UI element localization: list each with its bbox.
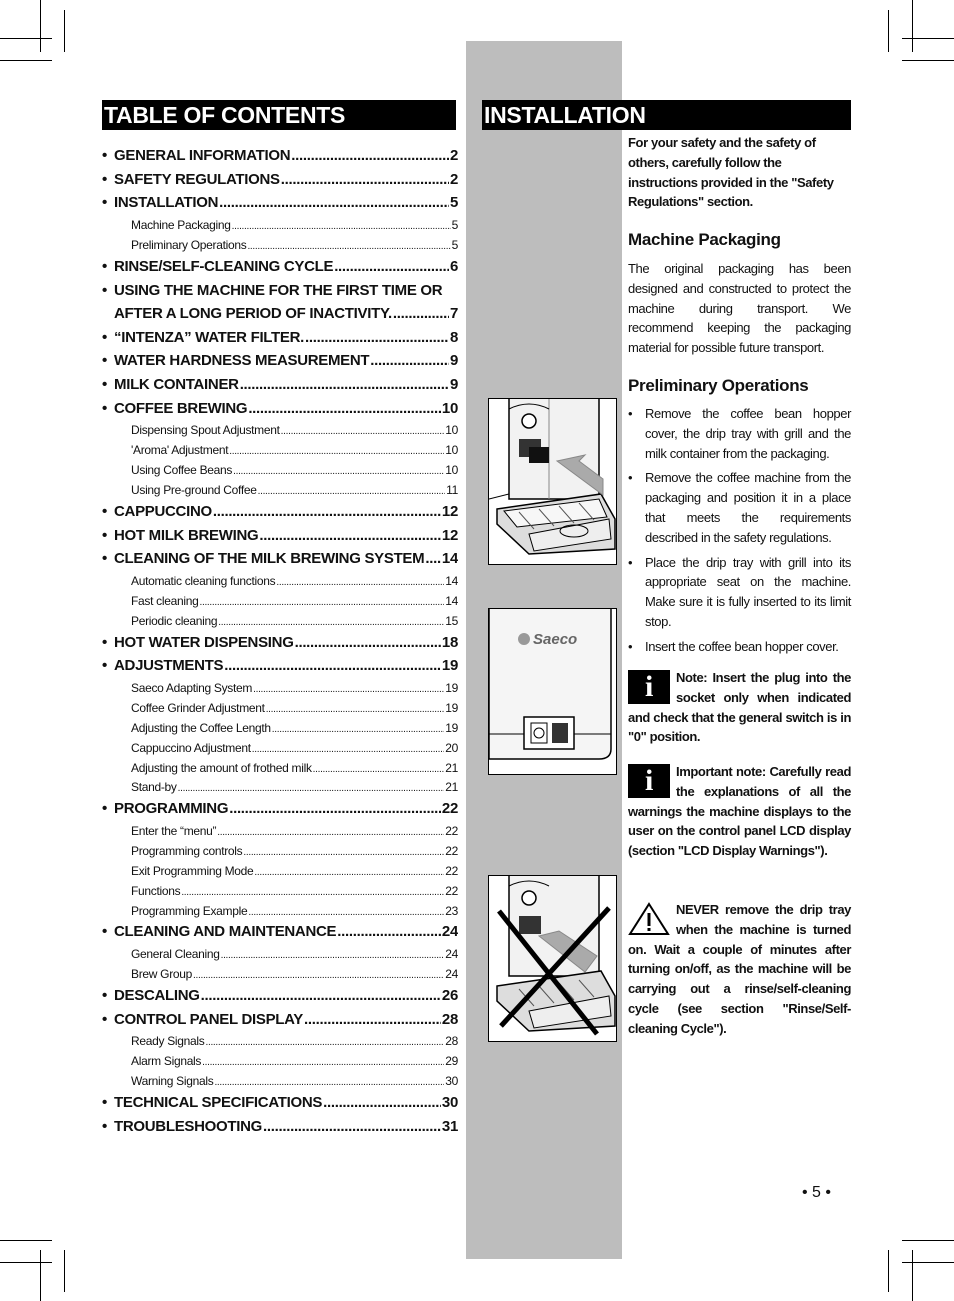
- bullet: •: [102, 1093, 107, 1111]
- toc-entry-page: 2: [449, 170, 458, 188]
- leader-dots: [193, 967, 444, 981]
- bullet: •: [102, 352, 107, 370]
- toc-subentry-label: Periodic cleaning: [131, 613, 218, 628]
- toc-entry: [102, 1118, 458, 1142]
- leader-dots: [219, 194, 449, 211]
- toc-subentry-label: Warning Signals: [131, 1074, 214, 1089]
- note-warnings: [628, 762, 851, 861]
- toc-subentry: [102, 701, 458, 721]
- toc-subentry: [102, 824, 458, 844]
- toc-subentry-page: 14: [445, 593, 458, 608]
- bullet: •: [102, 328, 107, 346]
- leader-dots: [218, 614, 444, 628]
- toc-entry-label: TECHNICAL SPECIFICATIONS: [114, 1093, 323, 1111]
- toc-subentry-label: Automatic cleaning functions: [131, 573, 276, 588]
- toc-entry-label: PROGRAMMING: [114, 800, 229, 818]
- toc-subentry-label: Adjusting the Coffee Length: [131, 720, 271, 735]
- machine-side-power-switch-illustration: [488, 608, 617, 775]
- crop-mark: [888, 10, 889, 52]
- leader-dots: [214, 1074, 444, 1088]
- toc-entry-label: HOT MILK BREWING: [114, 526, 259, 544]
- toc-subentry-label: Alarm Signals: [131, 1054, 202, 1069]
- toc-subentry-page: 30: [445, 1074, 458, 1089]
- toc-subentry: [102, 614, 458, 634]
- toc-entry: [102, 527, 458, 551]
- toc-subentry-page: 28: [445, 1034, 458, 1049]
- toc-entry-page: 2: [449, 147, 458, 164]
- leader-dots: [323, 1094, 441, 1111]
- bullet: •: [102, 923, 107, 941]
- toc-subentry-label: Using Coffee Beans: [131, 463, 233, 478]
- crop-mark: [64, 1250, 65, 1292]
- toc-subentry-page: 24: [445, 967, 458, 982]
- bullet: •: [102, 399, 107, 417]
- leader-dots: [295, 634, 441, 651]
- info-icon: i: [628, 764, 670, 798]
- leader-dots: [201, 987, 441, 1004]
- toc-entry-label: CAPPUCCINO: [114, 502, 212, 520]
- toc-entry: [102, 634, 458, 658]
- toc-entry: [102, 800, 458, 824]
- leader-dots: [233, 463, 444, 477]
- crop-mark: [902, 60, 954, 61]
- toc-subentry-label: Cappuccino Adjustment: [131, 740, 251, 755]
- leader-dots: [304, 1011, 441, 1028]
- toc-entry-label: ADJUSTMENTS: [114, 657, 224, 675]
- toc-subentry: [102, 574, 458, 594]
- toc-subentry: [102, 463, 458, 483]
- toc-subentry-label: Dispensing Spout Adjustment: [131, 423, 280, 438]
- leader-dots: [337, 923, 441, 940]
- leader-dots: [213, 503, 441, 520]
- leader-dots: [291, 147, 449, 164]
- preliminary-operations-heading: Preliminary Operations: [628, 376, 809, 395]
- toc-subentry: [102, 864, 458, 884]
- crop-mark: [0, 1240, 52, 1241]
- bullet: •: [102, 147, 107, 164]
- toc-subentry: [102, 761, 458, 781]
- preliminary-operations-list: [628, 404, 851, 657]
- toc-subentry-page: 20: [445, 740, 458, 755]
- toc-subentry-label: Brew Group: [131, 967, 193, 982]
- toc-entry-label: DESCALING: [114, 986, 200, 1004]
- toc-entry-page: 7: [449, 305, 458, 323]
- list-item: • Place the drip tray with grill into its appropriate seat on the machine. Make sure it is fully inserted to its limit stop.: [628, 553, 851, 632]
- note-warnings-text: Important note: Carefully read the explanations of all the warnings the machine displays to the user on the control panel LCD display (section "LCD Display Warnings").: [628, 764, 851, 859]
- toc-subentry: [102, 967, 458, 987]
- toc-subentry-page: 22: [445, 883, 458, 898]
- toc-subentry-label: Programming Example: [131, 903, 248, 918]
- toc-subentry-page: 10: [445, 463, 458, 478]
- installation-intro: For your safety and the safety of others, carefully follow the instructions provided in the "Safety Regulations" section.: [628, 135, 834, 210]
- toc-subentry: [102, 741, 458, 761]
- toc-subentry-label: Exit Programming Mode: [131, 863, 254, 878]
- leader-dots: [425, 550, 441, 567]
- toc-entry-page: 6: [449, 257, 458, 275]
- toc-subentry-label: Fast cleaning: [131, 593, 199, 608]
- toc-subentry-page: 23: [445, 903, 458, 918]
- bullet: •: [102, 257, 107, 275]
- toc-entry: [102, 1011, 458, 1035]
- toc-subentry: [102, 238, 458, 258]
- crop-mark: [912, 0, 913, 52]
- toc-subentry-label: Programming controls: [131, 843, 243, 858]
- toc-entry-label: WATER HARDNESS MEASUREMENT: [114, 352, 370, 370]
- toc-entry-page: 12: [441, 502, 458, 520]
- toc-entry-label: AFTER A LONG PERIOD OF INACTIVITY.: [114, 305, 392, 323]
- toc-entry-page: 9: [449, 375, 458, 393]
- toc-subentry: [102, 423, 458, 443]
- toc-heading: TABLE OF CONTENTS: [102, 100, 456, 130]
- toc-entry-label: MILK CONTAINER: [114, 375, 239, 393]
- crop-mark: [912, 1250, 913, 1301]
- toc-subentry-label: Preliminary Operations: [131, 237, 247, 252]
- toc-subentry-page: 14: [445, 573, 458, 588]
- toc-subentry-label: Ready Signals: [131, 1034, 205, 1049]
- toc-entry-label: USING THE MACHINE FOR THE FIRST TIME OR: [114, 281, 443, 299]
- toc-entry-label: “INTENZA” WATER FILTER.: [114, 328, 305, 346]
- leader-dots: [276, 574, 444, 588]
- leader-dots: [224, 657, 441, 674]
- toc-entry: [102, 352, 458, 376]
- toc-subentry-page: 29: [445, 1054, 458, 1069]
- toc-entry-page: 24: [441, 923, 458, 941]
- toc-subentry-label: Stand-by: [131, 780, 177, 795]
- toc-entry-label: INSTALLATION: [114, 194, 219, 212]
- leader-dots: [178, 780, 445, 794]
- do-not-remove-drip-tray-illustration: [488, 875, 617, 1042]
- leader-dots: [258, 483, 446, 497]
- insert-drip-tray-illustration: [488, 398, 617, 565]
- toc-entry-label: SAFETY REGULATIONS: [114, 170, 280, 188]
- toc-entry-page: 19: [441, 657, 458, 675]
- leader-dots: [229, 800, 441, 817]
- leader-dots: [263, 1118, 441, 1135]
- leader-dots: [313, 761, 445, 775]
- toc-subentry-page: 5: [451, 218, 458, 233]
- toc-entry-label: CLEANING OF THE MILK BREWING SYSTEM: [114, 550, 425, 568]
- leader-dots: [266, 701, 445, 715]
- leader-dots: [199, 594, 444, 608]
- leader-dots: [202, 1054, 444, 1068]
- bullet: •: [102, 1117, 107, 1135]
- toc-subentry-page: 24: [445, 947, 458, 962]
- list-item: • Remove the coffee machine from the packaging and position it in a place that meets the requirements described in the safety regulations.: [628, 468, 851, 547]
- leader-dots: [247, 238, 450, 252]
- bullet: •: [102, 550, 107, 568]
- crop-mark: [40, 1250, 41, 1301]
- toc-entry: [102, 1094, 458, 1118]
- leader-dots: [252, 741, 444, 755]
- toc-subentry-label: Functions: [131, 883, 181, 898]
- list-item: • Remove the coffee bean hopper cover, the drip tray with grill and the milk container from the packaging.: [628, 404, 851, 463]
- toc-subentry-label: Saeco Adapting System: [131, 680, 253, 695]
- toc-entry: [102, 503, 458, 527]
- toc-entry-label: GENERAL INFORMATION: [114, 147, 291, 164]
- toc-entry: [102, 329, 458, 353]
- toc-subentry: [102, 443, 458, 463]
- toc-subentry: [102, 884, 458, 904]
- toc-subentry-label: Machine Packaging: [131, 218, 231, 233]
- leader-dots: [240, 376, 449, 393]
- leader-dots: [281, 423, 445, 437]
- table-of-contents: [102, 147, 458, 1141]
- crop-mark: [40, 0, 41, 52]
- toc-entry-label: TROUBLESHOOTING: [114, 1117, 262, 1135]
- toc-subentry-label: Using Pre-ground Coffee: [131, 482, 257, 497]
- toc-entry-label: CONTROL PANEL DISPLAY: [114, 1010, 304, 1028]
- toc-subentry-page: 22: [445, 863, 458, 878]
- toc-subentry: [102, 904, 458, 924]
- warning-triangle-icon: [628, 902, 670, 936]
- leader-dots: [181, 884, 444, 898]
- crop-mark: [0, 38, 52, 39]
- page-number: • 5 •: [802, 1184, 831, 1201]
- toc-entry: [102, 400, 458, 424]
- crop-mark: [64, 10, 65, 52]
- toc-entry-page: 12: [441, 526, 458, 544]
- toc-entry-page: 26: [441, 986, 458, 1004]
- toc-subentry-label: 'Aroma' Adjustment: [131, 443, 229, 458]
- bullet: •: [102, 502, 107, 520]
- leader-dots: [334, 258, 449, 275]
- toc-entry: [102, 550, 458, 574]
- crop-mark: [902, 38, 954, 39]
- list-item: • Insert the coffee bean hopper cover.: [628, 637, 851, 657]
- leader-dots: [305, 329, 449, 346]
- leader-dots: [248, 400, 441, 417]
- toc-entry: [102, 923, 458, 947]
- brand-logo: Saeco: [533, 631, 578, 648]
- leader-dots: [281, 171, 449, 188]
- toc-entry-page: 9: [449, 352, 458, 370]
- toc-entry: [102, 657, 458, 681]
- bullet: •: [102, 800, 107, 818]
- toc-entry: [102, 194, 458, 218]
- toc-entry: [102, 282, 458, 329]
- leader-dots: [272, 721, 444, 735]
- toc-entry-label: COFFEE BREWING: [114, 399, 248, 417]
- toc-subentry: [102, 721, 458, 741]
- info-icon: i: [628, 670, 670, 704]
- toc-subentry-page: 5: [451, 237, 458, 252]
- leader-dots: [248, 904, 444, 918]
- machine-packaging-heading: Machine Packaging: [628, 230, 781, 249]
- bullet: •: [102, 170, 107, 188]
- leader-dots: [205, 1034, 444, 1048]
- toc-entry-page: 18: [441, 633, 458, 651]
- note-plug: [628, 668, 851, 747]
- toc-subentry: [102, 1054, 458, 1074]
- toc-entry-page: 30: [441, 1093, 458, 1111]
- toc-subentry-page: 22: [445, 843, 458, 858]
- leader-dots: [221, 947, 445, 961]
- leader-dots: [217, 824, 444, 838]
- leader-dots: [253, 681, 444, 695]
- toc-entry-label: CLEANING AND MAINTENANCE: [114, 923, 337, 941]
- toc-subentry: [102, 780, 458, 800]
- leader-dots: [243, 844, 444, 858]
- crop-mark: [902, 1262, 954, 1263]
- toc-subentry-page: 22: [445, 823, 458, 838]
- bullet: •: [102, 1010, 107, 1028]
- toc-subentry: [102, 947, 458, 967]
- machine-packaging-text: The original packaging has been designed and constructed to protect the machine during transport. We recommend keeping the packaging material for possible future transport.: [628, 261, 851, 356]
- toc-subentry: [102, 594, 458, 614]
- toc-subentry: [102, 1074, 458, 1094]
- toc-subentry-page: 19: [445, 680, 458, 695]
- toc-subentry: [102, 681, 458, 701]
- toc-entry-page: 14: [441, 550, 458, 568]
- bullet: •: [102, 281, 107, 299]
- crop-mark: [902, 1240, 954, 1241]
- leader-dots: [259, 527, 441, 544]
- toc-subentry-label: General Cleaning: [131, 947, 220, 962]
- toc-entry: [102, 171, 458, 195]
- bullet: •: [102, 526, 107, 544]
- toc-subentry-label: Enter the “menu”: [131, 823, 217, 838]
- crop-mark: [0, 1262, 52, 1263]
- toc-subentry-page: 15: [445, 613, 458, 628]
- toc-entry-page: 10: [441, 399, 458, 417]
- toc-subentry: [102, 218, 458, 238]
- toc-subentry-label: Adjusting the amount of frothed milk: [131, 760, 312, 775]
- toc-subentry: [102, 1034, 458, 1054]
- bullet: •: [102, 657, 107, 675]
- toc-entry: [102, 376, 458, 400]
- installation-heading: INSTALLATION: [482, 100, 851, 130]
- leader-dots: [229, 443, 444, 457]
- toc-entry-label: RINSE/SELF-CLEANING CYCLE: [114, 257, 334, 275]
- toc-subentry-page: 11: [446, 482, 458, 497]
- crop-mark: [0, 60, 52, 61]
- toc-entry-page: 31: [441, 1117, 458, 1135]
- bullet: •: [102, 986, 107, 1004]
- toc-subentry-page: 19: [445, 720, 458, 735]
- toc-subentry-page: 10: [445, 423, 458, 438]
- leader-dots: [254, 864, 444, 878]
- toc-subentry-page: 21: [445, 780, 458, 795]
- crop-mark: [888, 1250, 889, 1292]
- bullet: •: [102, 375, 107, 393]
- toc-entry-page: 5: [449, 194, 458, 212]
- toc-entry-page: 8: [449, 328, 458, 346]
- toc-entry-page: 22: [441, 800, 458, 818]
- warning-drip-tray-text: NEVER remove the drip tray when the machine is turned on. Wait a couple of minutes after turning on/off, as the machine will be carrying out a rinse/self-cleaning cycle (see section "Rinse/Self-cleaning Cycle").: [628, 902, 851, 1036]
- toc-subentry-label: Coffee Grinder Adjustment: [131, 700, 265, 715]
- toc-entry-page: 28: [441, 1010, 458, 1028]
- toc-entry: [102, 987, 458, 1011]
- toc-entry: [102, 258, 458, 282]
- note-plug-text: Note: Insert the plug into the socket only when indicated and check that the general switch is in "0" position.: [628, 670, 851, 745]
- toc-entry: [102, 147, 458, 171]
- bullet: •: [102, 194, 107, 212]
- toc-subentry-page: 19: [445, 700, 458, 715]
- leader-dots: [370, 352, 449, 369]
- leader-dots: [393, 305, 449, 322]
- toc-subentry: [102, 483, 458, 503]
- toc-subentry-page: 21: [445, 760, 458, 775]
- bullet: •: [102, 633, 107, 651]
- toc-entry-label: HOT WATER DISPENSING: [114, 633, 294, 651]
- toc-subentry-page: 10: [445, 443, 458, 458]
- toc-subentry: [102, 844, 458, 864]
- leader-dots: [232, 218, 451, 232]
- warning-drip-tray: [628, 900, 851, 1039]
